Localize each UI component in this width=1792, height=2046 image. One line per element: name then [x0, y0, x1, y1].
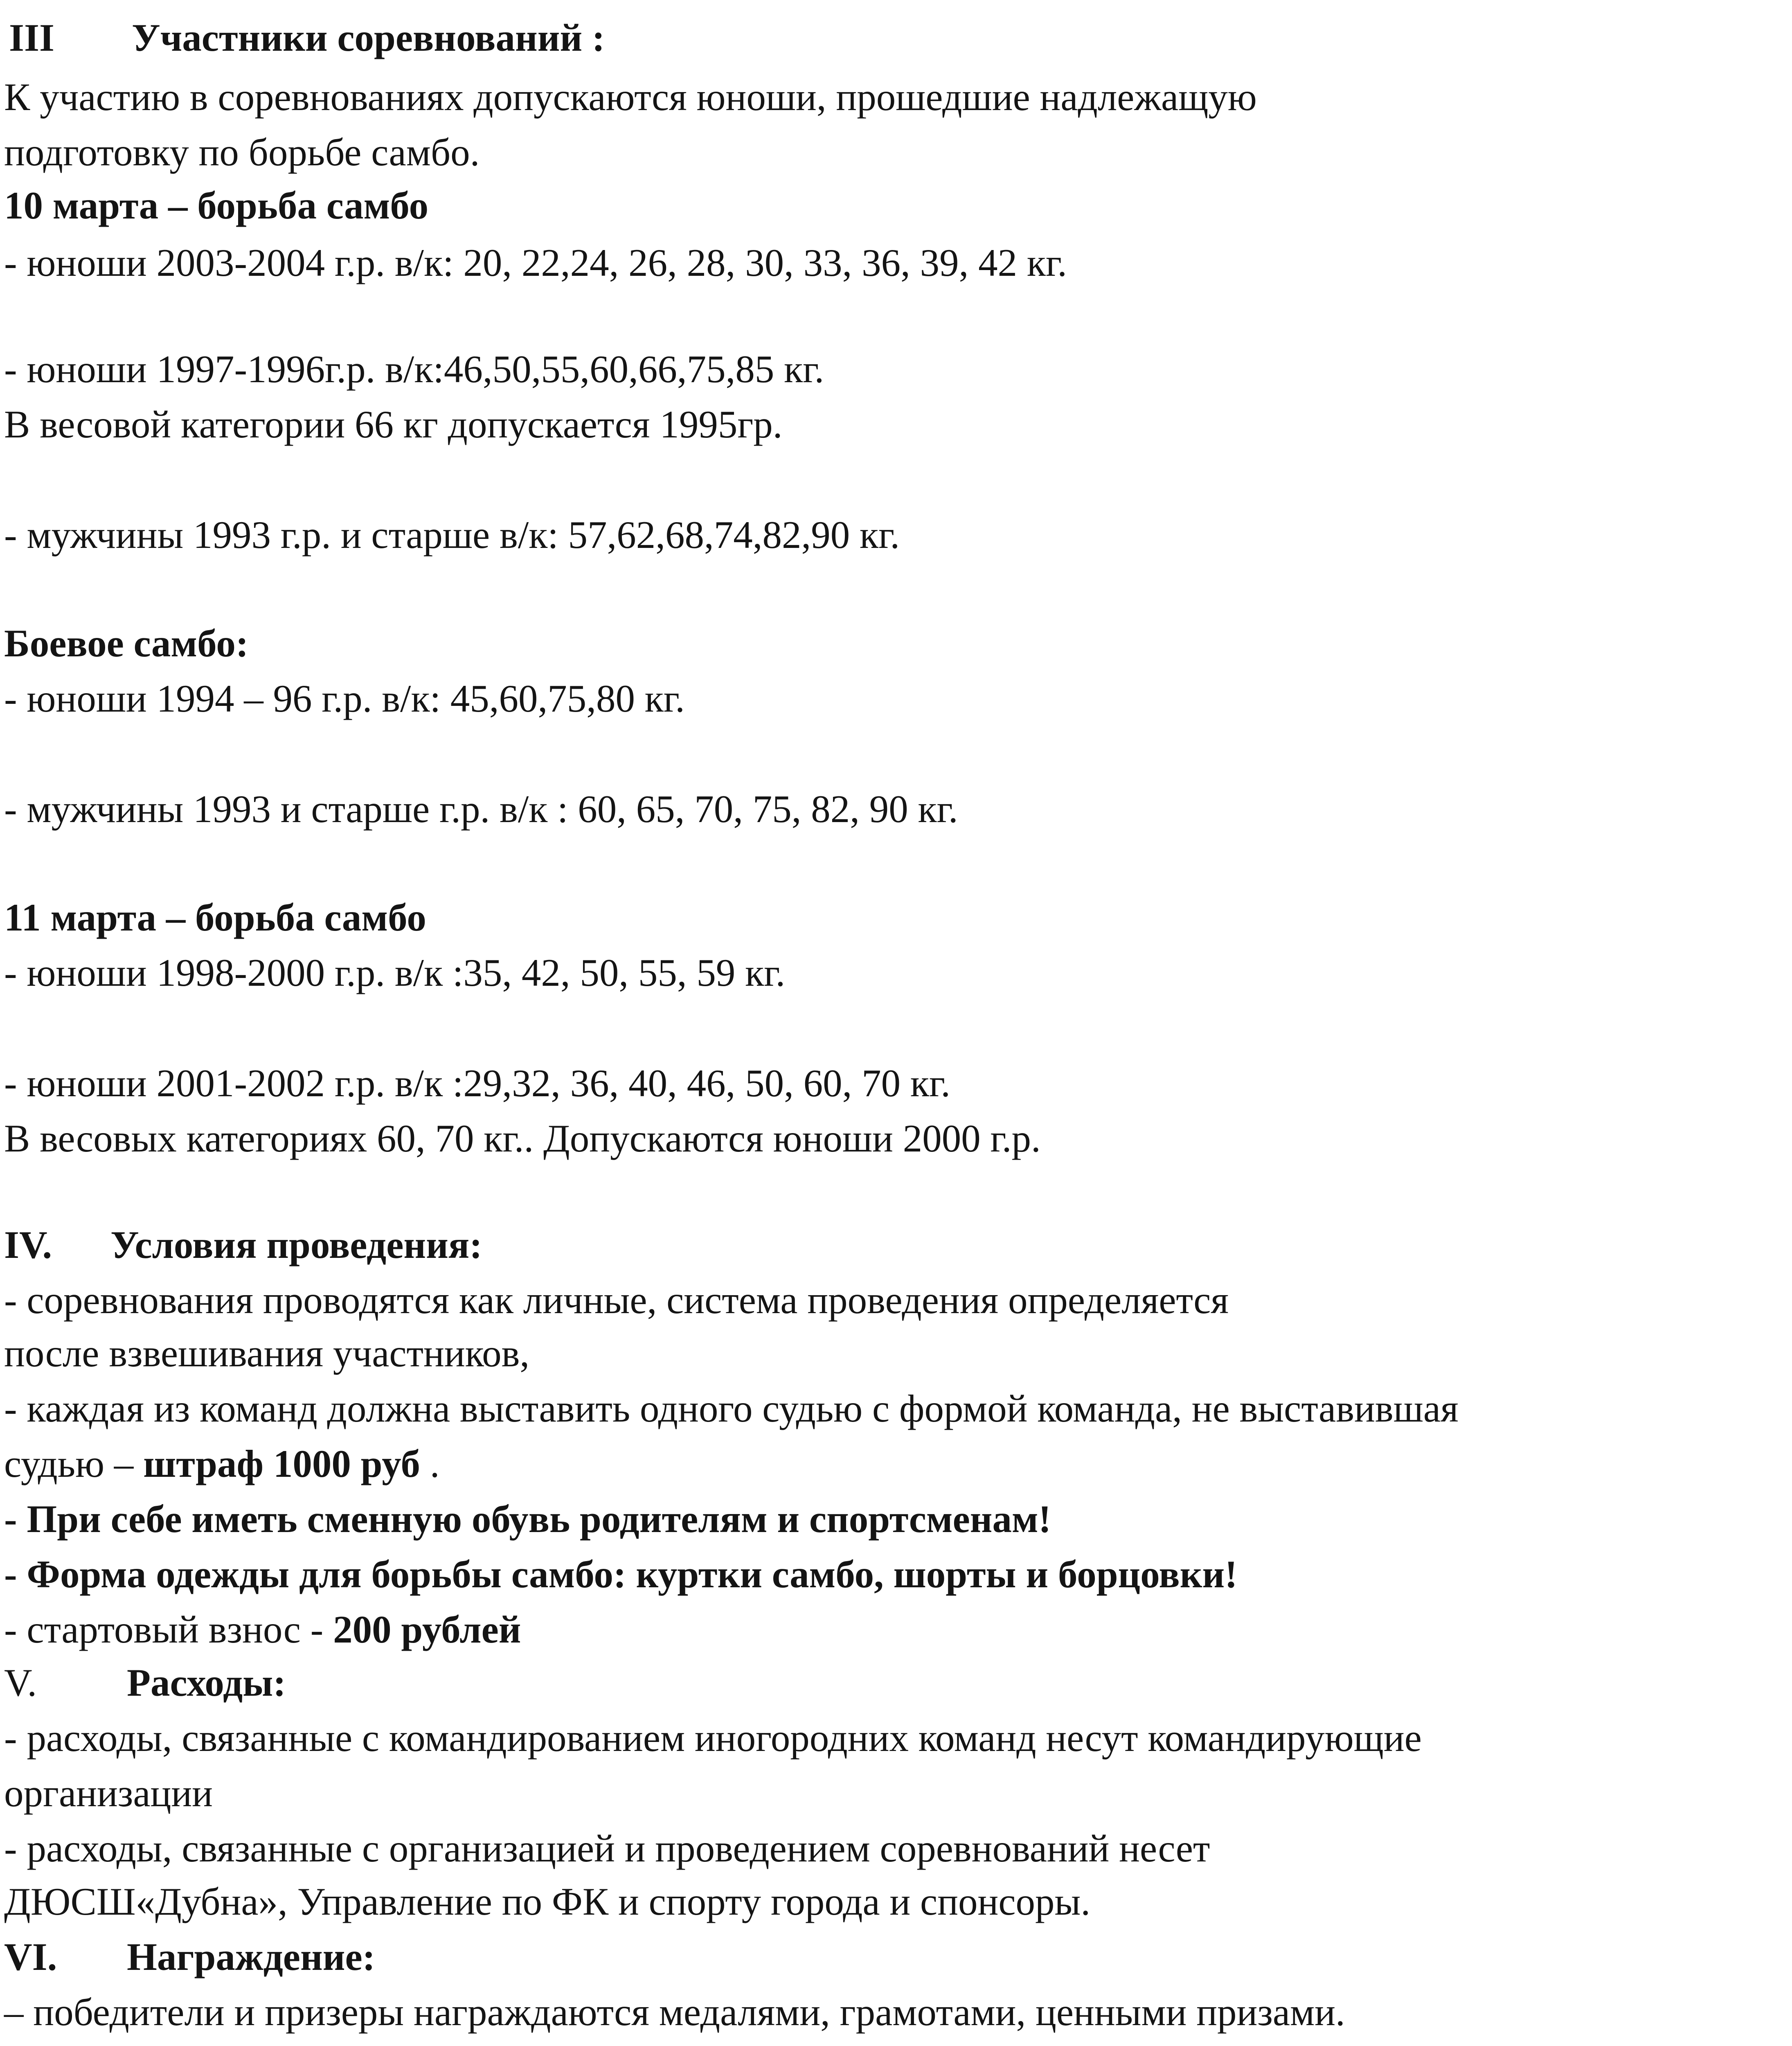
section-3-title: Участники соревнований : — [132, 16, 605, 59]
section-5-line1: - расходы, связанные с командированием иногородних команд несут командирующие — [4, 1716, 1422, 1760]
march11-heading: 11 марта – борьба самбо — [4, 896, 426, 939]
entry-fee-prefix: - стартовый взнос - — [4, 1608, 333, 1651]
penalty-amount: штраф 1000 руб — [143, 1442, 420, 1485]
march11-note-60-70: В весовых категориях 60, 70 кг.. Допускаются юноши 2000 г.р. — [4, 1117, 1041, 1160]
section-4-line4 — [4, 1444, 439, 1483]
section-3-intro-line1: К участию в соревнованиях допускаются юноши, прошедшие надлежащую — [4, 75, 1257, 119]
march10-heading: 10 марта – борьба самбо — [4, 184, 429, 227]
uniform-note: - Форма одежды для борьбы самбо: куртки самбо, шорты и борцовки! — [4, 1553, 1238, 1596]
section-4-heading — [4, 1223, 482, 1266]
shoes-note: - При себе иметь сменную обувь родителям и спортсменам! — [4, 1497, 1051, 1541]
section-5-line2: организации — [4, 1771, 213, 1815]
march11-youth-1998: - юноши 1998-2000 г.р. в/к :35, 42, 50, 55, 59 кг. — [4, 951, 786, 994]
section-6-line1: – победители и призеры награждаются медалями, грамотами, ценными призами. — [4, 1990, 1345, 2034]
combat-youth: - юноши 1994 – 96 г.р. в/к: 45,60,75,80 кг. — [4, 677, 685, 720]
march10-youth-1997: - юноши 1997-1996г.р. в/к:46,50,55,60,66,75,85 кг. — [4, 347, 824, 391]
section-5-numeral: V. — [4, 1661, 37, 1704]
march10-men-1993: - мужчины 1993 г.р. и старше в/к: 57,62,68,74,82,90 кг. — [4, 513, 900, 557]
section-4-line4-suffix: . — [420, 1442, 440, 1485]
section-4-title: Условия проведения: — [110, 1223, 482, 1266]
combat-heading: Боевое самбо: — [4, 622, 249, 665]
march10-youth-2003: - юноши 2003-2004 г.р. в/к: 20, 22,24, 26, 28, 30, 33, 36, 39, 42 кг. — [4, 241, 1067, 284]
section-5-line4: ДЮСШ«Дубна», Управление по ФК и спорту города и спонсоры. — [4, 1880, 1091, 1923]
section-4-line3: - каждая из команд должна выставить одного судью с формой команда, не выставившая — [4, 1387, 1459, 1430]
section-4-line2: после взвешивания участников, — [4, 1332, 530, 1375]
section-3-numeral: III — [9, 16, 54, 59]
section-4-line4-prefix: судью – — [4, 1442, 144, 1485]
section-3-heading — [9, 18, 605, 57]
section-3-intro-line2: подготовку по борьбе самбо. — [4, 131, 480, 174]
entry-fee-line — [4, 1610, 521, 1649]
section-6-title: Награждение: — [127, 1935, 376, 1978]
march10-note-66: В весовой категории 66 кг допускается 1995гр. — [4, 403, 783, 446]
section-4-line1: - соревнования проводятся как личные, система проведения определяется — [4, 1278, 1229, 1322]
section-5-line3: - расходы, связанные с организацией и проведением соревнований несет — [4, 1827, 1210, 1870]
combat-men: - мужчины 1993 и старше г.р. в/к : 60, 65, 70, 75, 82, 90 кг. — [4, 787, 958, 831]
section-5-title: Расходы: — [127, 1661, 286, 1704]
section-5-heading — [4, 1663, 286, 1702]
section-6-heading — [4, 1935, 376, 1978]
section-4-numeral: IV. — [4, 1223, 52, 1266]
entry-fee-amount: 200 рублей — [333, 1608, 521, 1651]
section-6-numeral: VI. — [4, 1935, 57, 1978]
march11-youth-2001: - юноши 2001-2002 г.р. в/к :29,32, 36, 40, 46, 50, 60, 70 кг. — [4, 1061, 951, 1105]
